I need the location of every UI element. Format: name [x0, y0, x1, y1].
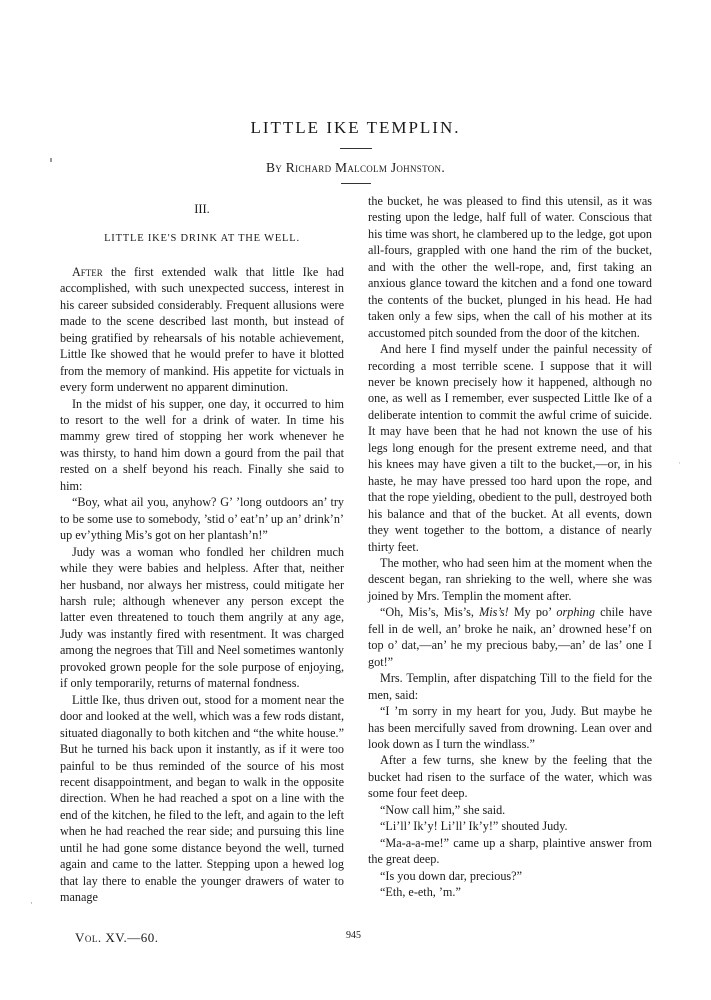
volume-footer: Vol. XV.—60.: [75, 930, 159, 945]
paragraph: Mrs. Templin, after dispatching Till to the field for the men, said:: [368, 671, 652, 702]
dialogue-text: chile have fell in de well, an’ broke he naik, an’ drowned hese’f on top o’ dat,—an’ he my precious baby,—an’ de las’ one I got!”: [368, 605, 652, 669]
dialogue-paragraph: “Is you down dar, precious?”: [380, 868, 522, 883]
margin-mark: ·: [30, 898, 33, 908]
right-column: [368, 193, 652, 900]
paragraph: In the midst of his supper, one day, it occurred to him to resort to the well for a drink of water. In time his mammy grew tired of stopping her work whenever he was thirsty, to hand him down a gourd from the pail that rested on a shelf beyond his reach. Finally she said to him:: [60, 396, 344, 493]
dialogue-paragraph: “I ’m sorry in my heart for you, Judy. But maybe he has been mercifully saved from drowning. Lean over and look down as I turn the windlass.”: [368, 704, 652, 751]
author-byline: By Richard Malcolm Johnston.: [265, 160, 445, 175]
section-title: LITTLE IKE'S DRINK AT THE WELL.: [104, 233, 300, 245]
dialogue-emphasis: orphing: [556, 605, 595, 620]
paragraph: the bucket, he was pleased to find this utensil, as it was resting upon the ledge, half full of water. Conscious that his time was short, he clambered up to the ledge, got upon all-fours, grappled with one hand the rim of the bucket, and with the other the well-rope, and, first taking an anxious glance toward the kitchen and a fond one toward the contents of the bucket, plunged in his head. He had taken only a few sips, when the call of his mother at its accustomed pitch sounded from the door of the kitchen.: [368, 194, 652, 340]
dialogue-paragraph: “Now call him,” she said.: [380, 802, 506, 817]
dialogue-paragraph: “Ma-a-a-me!” came up a sharp, plaintive answer from the great deep.: [368, 835, 652, 867]
dialogue-paragraph: “Eth, e-eth, ’m.”: [380, 885, 461, 900]
paragraph: Little Ike, thus driven out, stood for a moment near the door and looked at the well, which was a few rods distant, situated diagonally to both kitchen and “the white house.” But he turned his back upon it instantly, as if it were too painful to be thus reminded of the source of his most recent disappointment, and began to walk in the opposite direction. When he had reached a spot on a line with the end of the kitchen, he filed to the left, and again to the left when he had reached the rear side; and pursuing this line until he had gone some distance beyond the well, turned again and came to the latter. Stepping upon a hewed log that lay there to enable the younger drawers of water to manage: [60, 692, 344, 905]
paragraph: After a few turns, she knew by the feeling that the bucket had risen to the surface of the water, which was some four feet deep.: [368, 753, 652, 801]
dialogue-text: My po’: [508, 605, 557, 620]
dialogue-paragraph: [368, 604, 652, 670]
left-column: [60, 193, 344, 906]
page-number: 945: [346, 930, 361, 941]
dialogue-text: “Oh, Mis’s, Mis’s,: [380, 605, 480, 620]
paragraph: Judy was a woman who fondled her children much while they were babies and helpless. After that, neither her husband, nor always her mistress, could mitigate her harsh rule; although whenever any person except the latter even threatened to touch them angrily at any age, Judy was instantly fired with resentment. It was charged among the negroes that Till and Neel sometimes wantonly provoked grown people for the sole purpose of enjoying, if only temporarily, returns of maternal fondness.: [60, 544, 344, 691]
paragraph: The mother, who had seen him at the moment when the descent began, ran shrieking to the well, where she was joined by Mrs. Templin the moment after.: [368, 555, 652, 603]
paragraph-lead: After: [72, 264, 103, 279]
dialogue-paragraph: “Li’ll’ Ik’y! Li’ll’ Ik’y!” shouted Judy.: [380, 819, 568, 834]
dialogue-paragraph: “Boy, what ail you, anyhow? G’ ’long outdoors an’ try to be some use to somebody, ’stid o’ eat’n’ up an’ drink’n’ up ev’ything Mis’s got on her plantash’n!”: [60, 495, 344, 543]
margin-mark: ·: [678, 458, 681, 468]
paragraph: And here I find myself under the painful necessity of recording a most terrible scene. I suppose that it will never be known precisely how it happened, although no one, as well as I remember, ever suspected Little Ike of a deliberate intention to commit the awful crime of suicide. It may have been that he had not known the use of his legs long enough for the present extreme need, and that his knees may have given a tilt to the bucket,—or, in his haste, he may have pressed too hard upon the rope, and that the rope yielding, obedient to the pull, destroyed both his balance and that of the bucket. At all events, down they went together to the bottom, a distance of nearly thirty feet.: [368, 342, 652, 554]
paragraph: [60, 264, 344, 396]
paragraph-text: the first extended walk that little Ike had accomplished, with such unexpected success, interest in his career subsided considerably. Frequent allusions were made to the scene described last month, but instead of being gratified by rehearsals of his notable achievement, Little Ike showed that he would prefer to have it blotted from the memory of mankind. His appetite for victuals in every form underwent no apparent diminution.: [60, 264, 344, 395]
dialogue-emphasis: Mis’s!: [479, 605, 509, 620]
byline-rule: [341, 183, 371, 184]
section-number: III.: [194, 202, 210, 216]
article-title: LITTLE IKE TEMPLIN.: [250, 118, 461, 137]
title-rule: [340, 148, 372, 149]
